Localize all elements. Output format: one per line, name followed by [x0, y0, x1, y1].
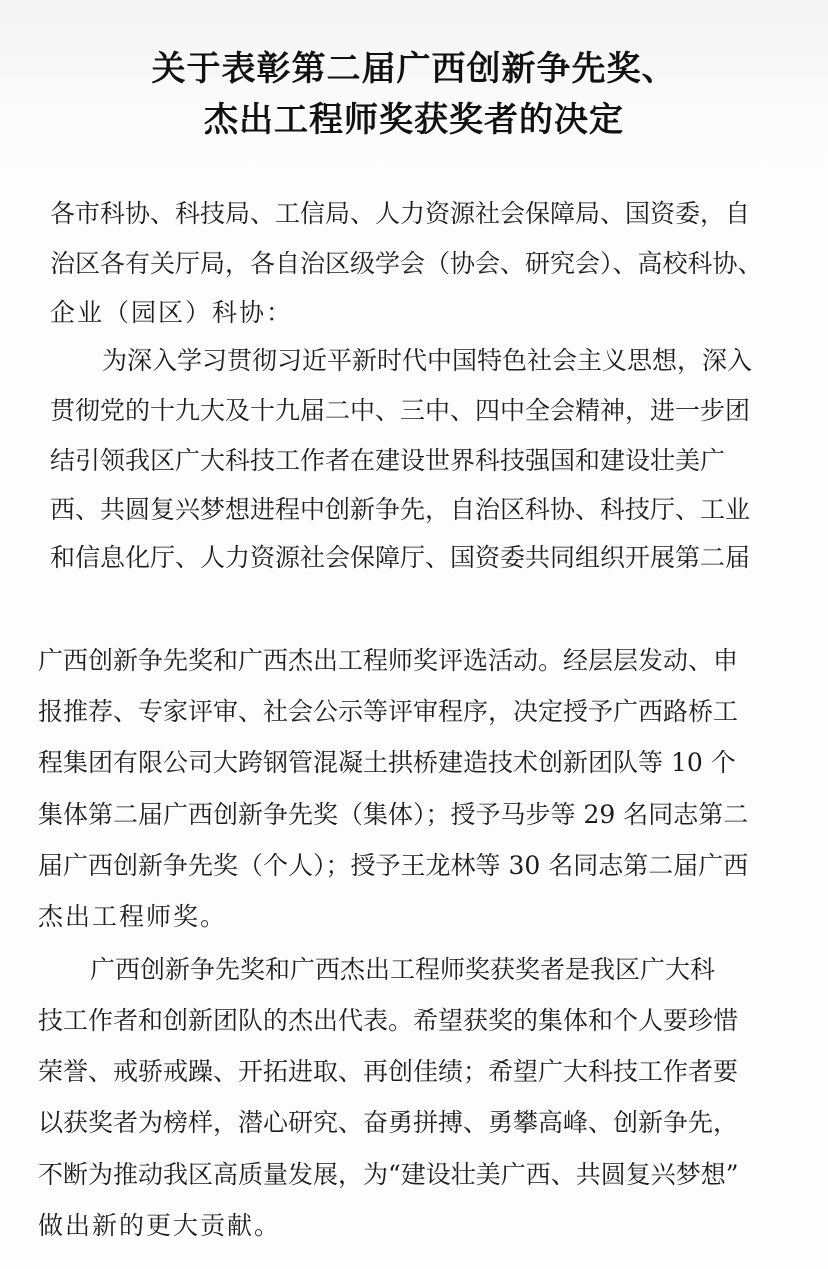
- paragraph-3-line: 广西创新争先奖和广西杰出工程师奖获奖者是我区广大科: [90, 955, 716, 984]
- paragraph-3-line: 做出新的更大贡献。: [38, 1211, 282, 1240]
- document-title-line-2: 杰出工程师奖获奖者的决定: [204, 100, 624, 140]
- paragraph-3-line: 不断为推动我区高质量发展，为“建设壮美广西、共圆复兴梦想”: [38, 1160, 739, 1189]
- paragraph-2-line: 程集团有限公司大跨钢管混凝土拱桥建造技术创新团队等 10 个: [38, 748, 736, 777]
- paragraph-1-line: 贯彻党的十九大及十九届二中、三中、四中全会精神，进一步团: [50, 396, 751, 425]
- addressee-line: 各市科协、科技局、工信局、人力资源社会保障局、国资委，自: [50, 199, 751, 228]
- paragraph-2-line: 届广西创新争先奖（个人）；授予王龙林等 30 名同志第二届广西: [38, 851, 749, 880]
- document-title-line-1: 关于表彰第二届广西创新争先奖、: [151, 49, 677, 89]
- paragraph-2-line: 报推荐、专家评审、社会公示等评审程序，决定授予广西路桥工: [38, 697, 739, 726]
- addressee-line: 企业（园区）科协：: [50, 298, 294, 327]
- paragraph-1-line: 和信息化厅、人力资源社会保障厅、国资委共同组织开展第二届: [50, 543, 751, 572]
- paragraph-1-line: 结引领我区广大科技工作者在建设世界科技强国和建设壮美广: [50, 446, 726, 475]
- paragraph-2-line: 广西创新争先奖和广西杰出工程师奖评选活动。经层层发动、申: [38, 646, 739, 675]
- paragraph-3-line: 技工作者和创新团队的杰出代表。希望获奖的集体和个人要珍惜: [38, 1006, 739, 1035]
- paragraph-3-line: 荣誉、戒骄戒躁、开拓进取、再创佳绩；希望广大科技工作者要: [38, 1057, 739, 1086]
- paragraph-2-line: 集体第二届广西创新争先奖（集体）；授予马步等 29 名同志第二: [38, 800, 749, 829]
- paragraph-3-line: 以获奖者为榜样，潜心研究、奋勇拼搏、勇攀高峰、创新争先，: [38, 1108, 739, 1137]
- paragraph-2-line: 杰出工程师奖。: [38, 902, 228, 931]
- paragraph-1-line: 西、共圆复兴梦想进程中创新争先，自治区科协、科技厅、工业: [50, 495, 751, 524]
- paragraph-1-line: 为深入学习贯彻习近平新时代中国特色社会主义思想，深入: [102, 346, 753, 375]
- addressee-line: 治区各有关厅局，各自治区级学会（协会、研究会）、高校科协、: [50, 249, 763, 278]
